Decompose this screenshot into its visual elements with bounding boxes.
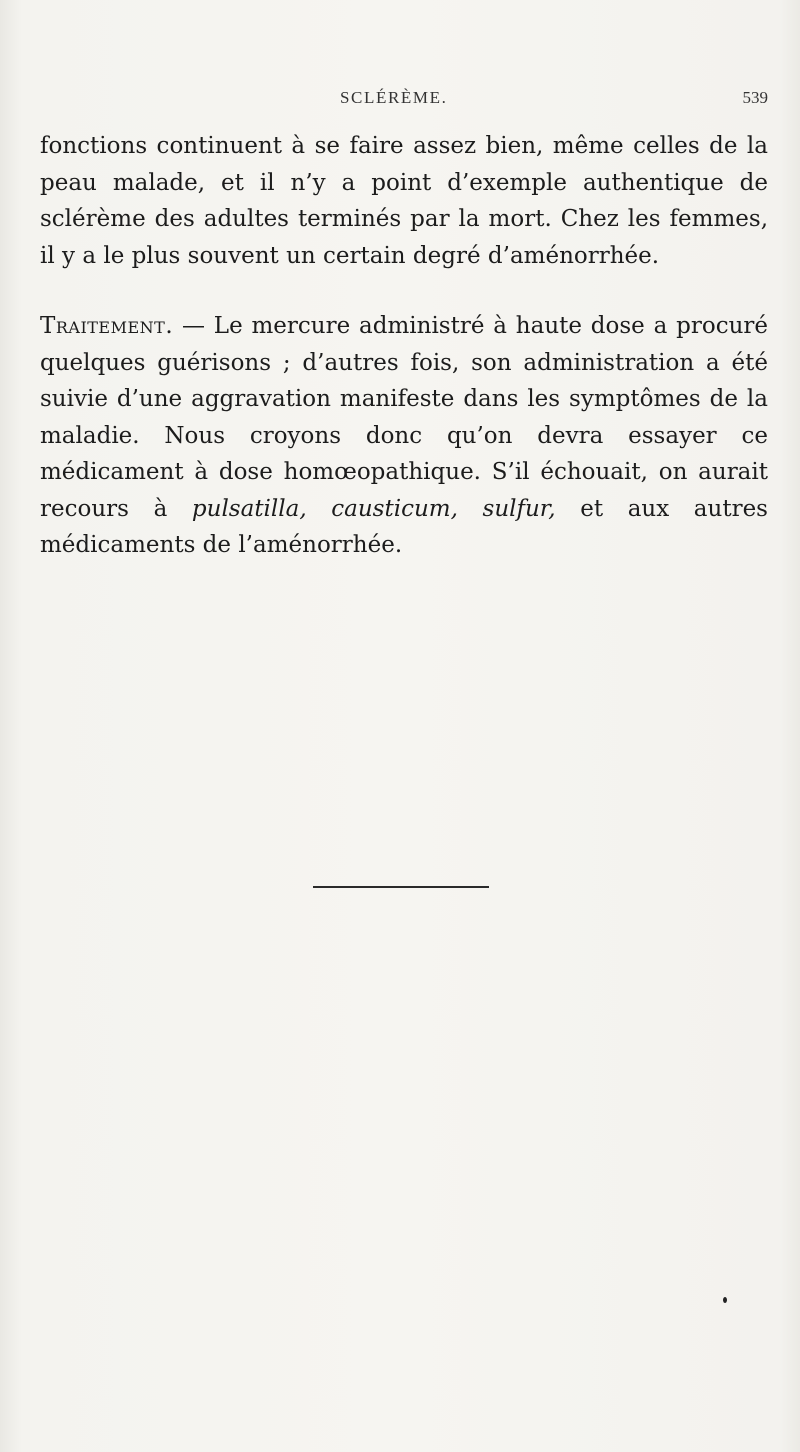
treatment-text-part-2: et aux autres médicaments de l’aménorrhée. xyxy=(40,495,768,558)
remedy-names: pulsatilla, causticum, sulfur, xyxy=(191,495,556,522)
section-heading-treatment: Traitement. xyxy=(40,313,174,339)
page-number: 539 xyxy=(742,88,768,107)
running-title: SCLÉRÈME. xyxy=(340,88,448,107)
running-head xyxy=(40,88,768,112)
paragraph-treatment xyxy=(40,308,768,564)
body-text xyxy=(40,128,768,564)
paragraph-continuation: fonctions continuent à se faire assez bien, même celles de la peau malade, et il n’y a point d’exemple authentique de sclérème des adultes terminés par la mort. Chez les femmes, il y a le plus souvent un certain degré d’aménorrhée. xyxy=(40,133,768,269)
section-end-rule xyxy=(313,886,489,888)
ink-speck xyxy=(723,1297,727,1303)
treatment-text-part-1: — Le mercure administré à haute dose a procuré quelques guérisons ; d’autres fois, son administration a été suivie d’une aggravation manifeste dans les symptômes de la maladie. Nous croyons donc qu’on devra essayer ce médicament à dose homœopathique. S’il échouait, on aurait recours à xyxy=(40,313,768,522)
